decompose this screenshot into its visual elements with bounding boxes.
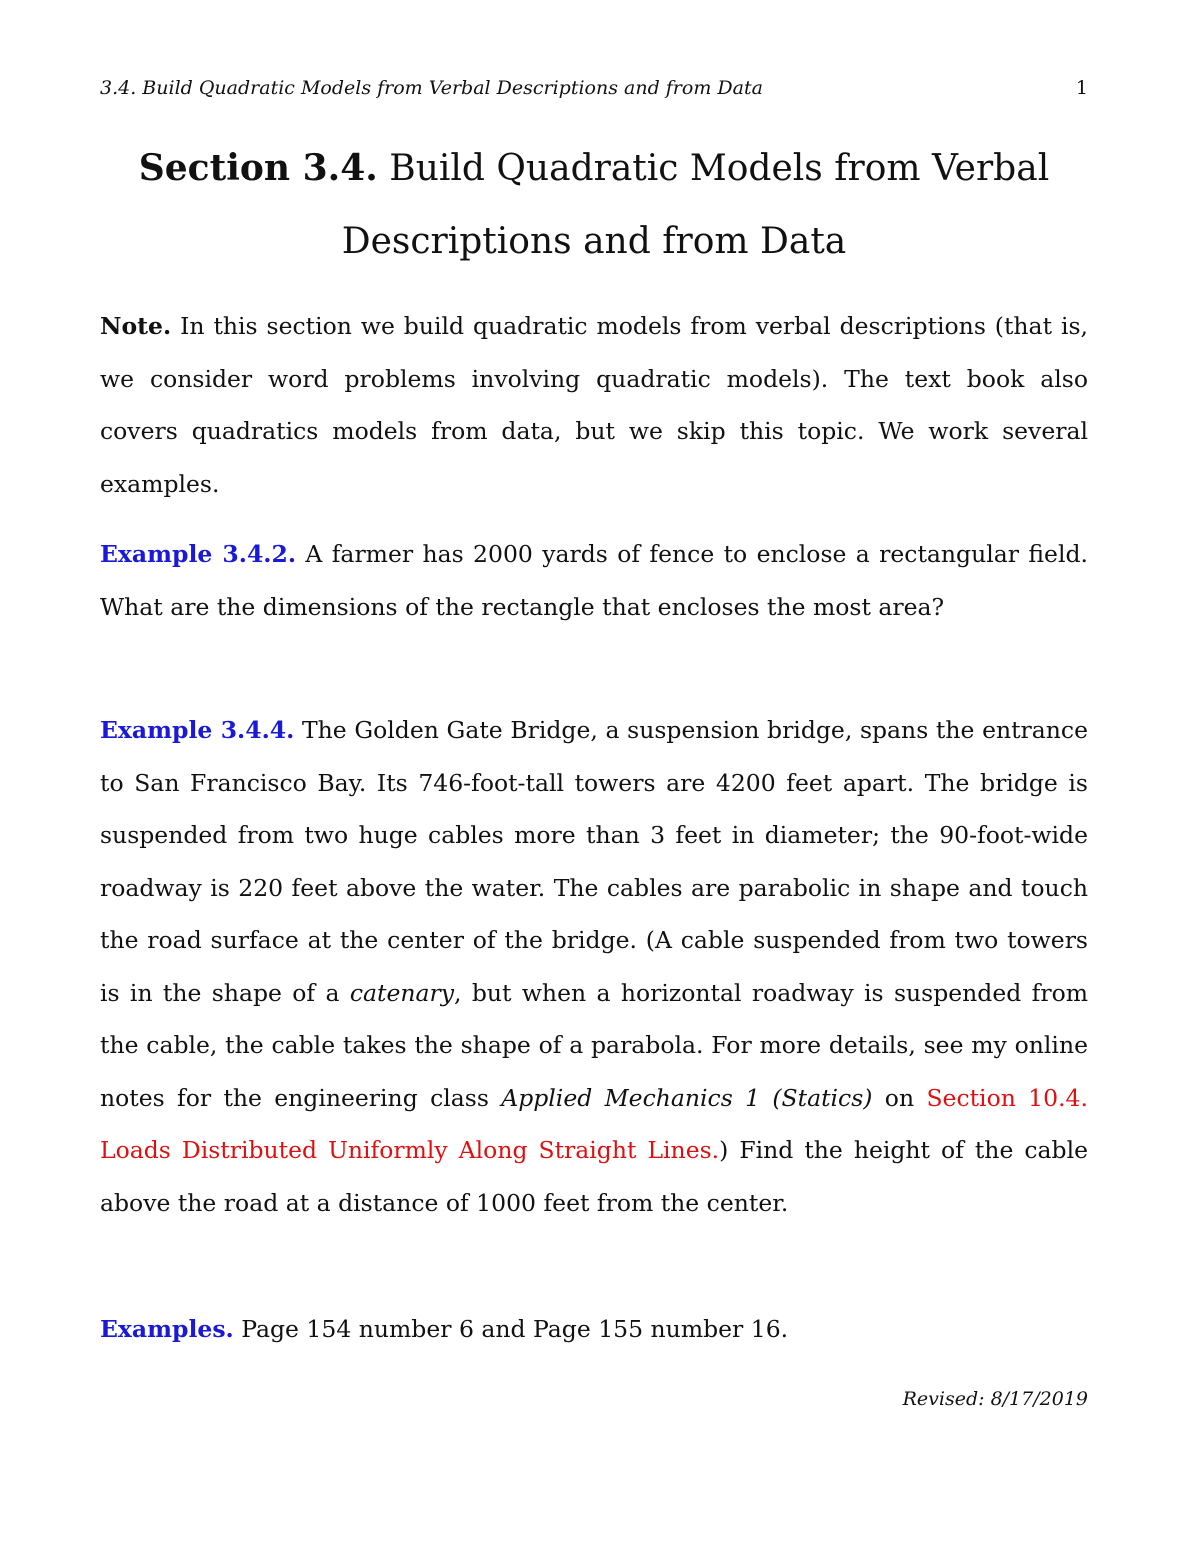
note-label: Note. [100,312,172,340]
section-label: Section 3.4. [138,147,378,189]
examples-text: Page 154 number 6 and Page 155 number 16. [241,1315,789,1343]
page-number: 1 [1075,77,1088,99]
section-10-4-link[interactable]: Section 10.4. Loads Distributed Uniformly Along Straight Lines. [100,1083,1088,1164]
revised-date: Revised: 8/17/2019 [902,1388,1088,1410]
catenary-term: catenary [349,978,455,1007]
example-3-4-2-label: Example 3.4.2. [100,540,297,568]
examples-label: Examples. [100,1315,234,1343]
examples-paragraph [100,1303,1088,1356]
example-3-4-4-text-1: The Golden Gate Bridge, a suspension bridge, spans the entrance to San Francisco Bay. Its 746-foot-tall towers are 4200 feet apart. The bridge is suspended from two huge cables more than 3 feet in diameter; the 90-foot-wide roadway is 220 feet above the water. The cables are parabolic in shape and touch the road surface at the center of the bridge. (A cable suspended from two towers is in the shape of a [100,716,1089,1007]
running-header [100,76,1088,100]
page-title [100,132,1088,278]
note-paragraph [100,300,1088,510]
example-3-4-2-text: A farmer has 2000 yards of fence to enclose a rectangular field. What are the dimensions of the rectangle that encloses the most area? [100,540,1088,621]
example-3-4-4-text-3: on [884,1083,915,1112]
example-3-4-4-paragraph [100,704,1088,1229]
example-3-4-4-text-2: , but when a horizontal roadway is suspended from the cable, the cable takes the shape of a parabola. For more details, see my online notes for the engineering class [100,978,1088,1112]
course-name: Applied Mechanics 1 (Statics) [501,1083,873,1112]
note-text: In this section we build quadratic models from verbal descriptions (that is, we consider word problems involving quadratic models). The text book also covers quadratics models from data, but we skip this topic. We work several examples. [100,312,1088,498]
example-3-4-2-paragraph [100,528,1088,633]
section-title-text: Build Quadratic Models from Verbal Descriptions and from Data [341,148,1050,262]
example-3-4-4-label: Example 3.4.4. [100,716,295,744]
running-title: 3.4. Build Quadratic Models from Verbal Descriptions and from Data [100,77,763,99]
example-3-4-4-text-4: ) Find the height of the cable above the road at a distance of 1000 feet from the center. [100,1136,1088,1217]
